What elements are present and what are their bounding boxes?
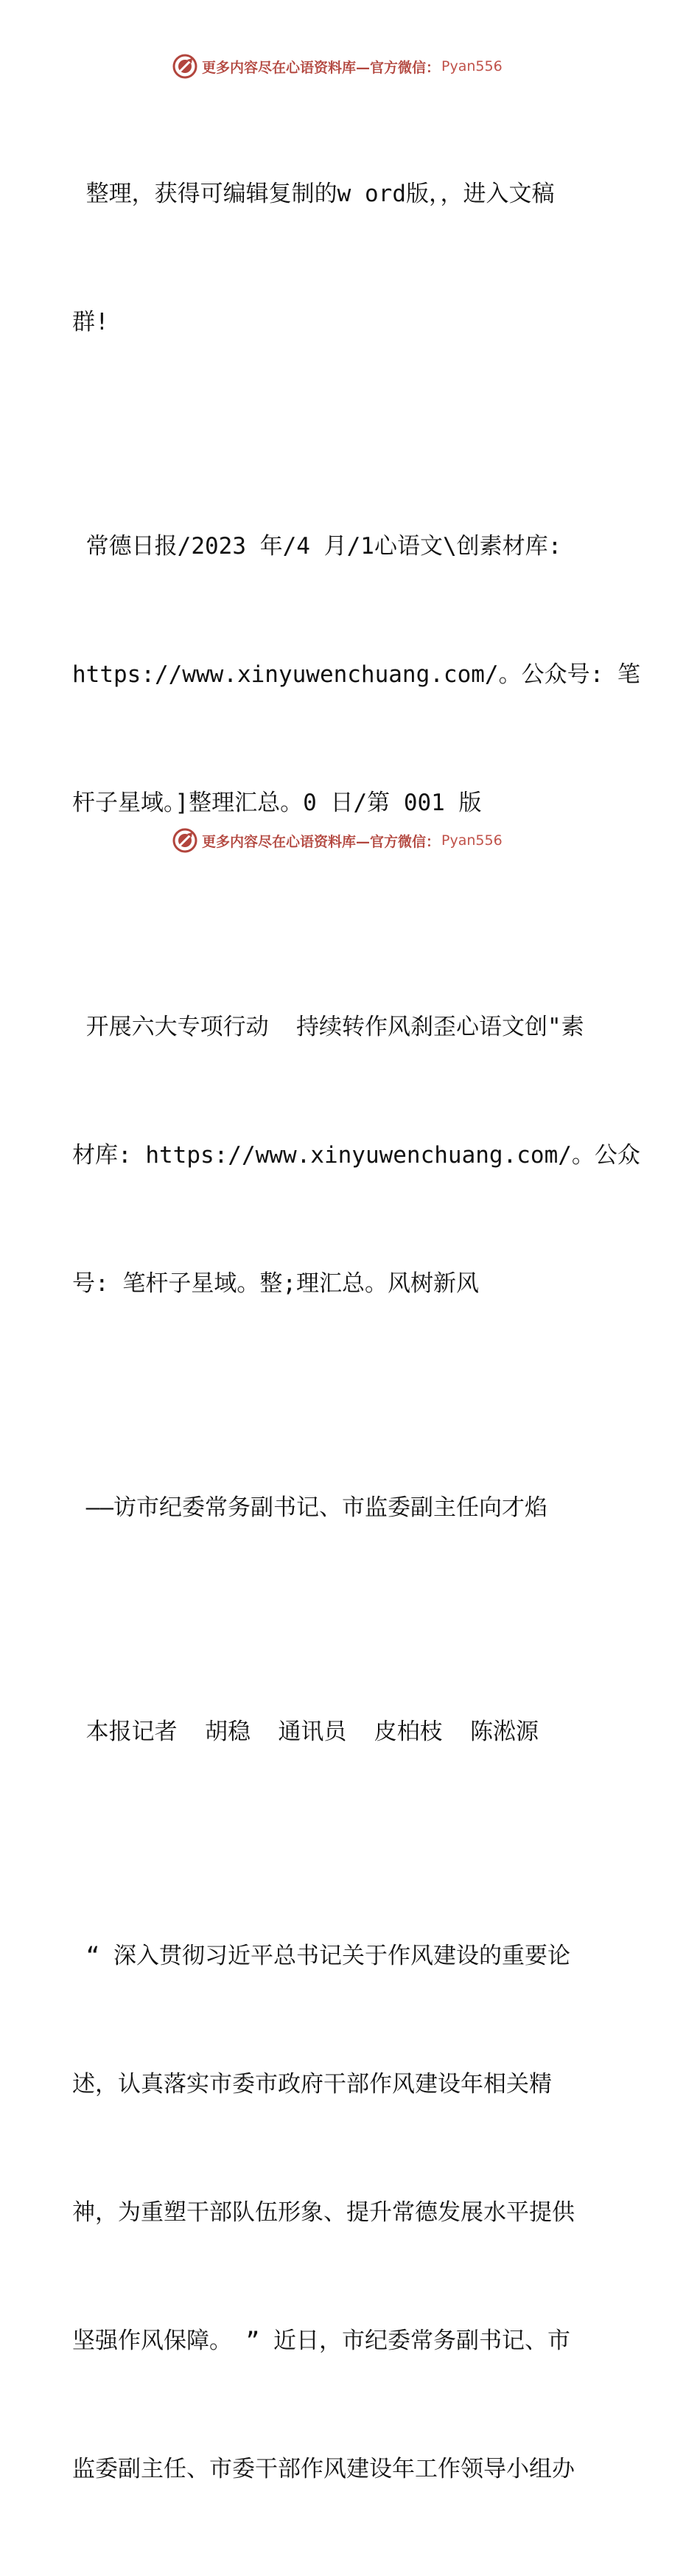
text-line: 整理，获得可编辑复制的w ord版，，进入文稿 [72, 181, 555, 207]
text-line: 述，认真落实市委市政府干部作风建设年相关精 [72, 2071, 552, 2098]
text-line: 杆子星域。]整理汇总。0 日/第 001 版 [72, 790, 482, 816]
banner-text: 更多内容尽在心语资料库—官方微信： [202, 833, 441, 850]
paragraph [72, 1849, 632, 2576]
text-line: 材库: https://www.xinyuwenchuang.com/。公众 [72, 1142, 640, 1169]
text-line: 坚强作风保障。 ” 近日，市纪委常务副书记、市 [72, 2328, 570, 2354]
text-line: 监委副主任、市委干部作风建设年工作领导小组办 [72, 2456, 575, 2482]
text-line: 开展六大专项行动 持续转作风刹歪心语文创"素 [72, 1014, 584, 1040]
text-line: 本报记者 胡稳 通讯员 皮柏枝 陈淞源 [72, 1719, 539, 1745]
banner-wechat-id: Pyan556 [441, 58, 503, 74]
text-line: “ 深入贯彻习近平总书记关于作风建设的重要论 [72, 1943, 570, 1969]
banner-wechat-id: Pyan556 [441, 832, 503, 849]
footer-watermark-banner [172, 827, 526, 854]
paragraph [72, 1401, 632, 1615]
text-line: 神，为重塑干部队伍形象、提升常德发展水平提供 [72, 2199, 575, 2226]
paragraph [72, 87, 632, 429]
text-line: ——访市纪委常务副书记、市监委副主任向才焰 [72, 1494, 547, 1521]
brand-logo-icon [172, 54, 197, 79]
text-line: 群! [72, 309, 109, 335]
brand-logo-icon [172, 828, 197, 853]
text-line: https://www.xinyuwenchuang.com/。公众号: 笔 [72, 661, 640, 688]
header-watermark-banner [172, 53, 526, 80]
text-line: 号: 笔杆子星域。整;理汇总。风树新风 [72, 1270, 479, 1297]
banner-text: 更多内容尽在心语资料库—官方微信： [202, 59, 441, 76]
paragraph [72, 920, 640, 1390]
paragraph [72, 1625, 632, 1839]
text-line: 常德日报/2023 年/4 月/1心语文\创素材库: [72, 533, 562, 560]
document-body [72, 87, 640, 2576]
